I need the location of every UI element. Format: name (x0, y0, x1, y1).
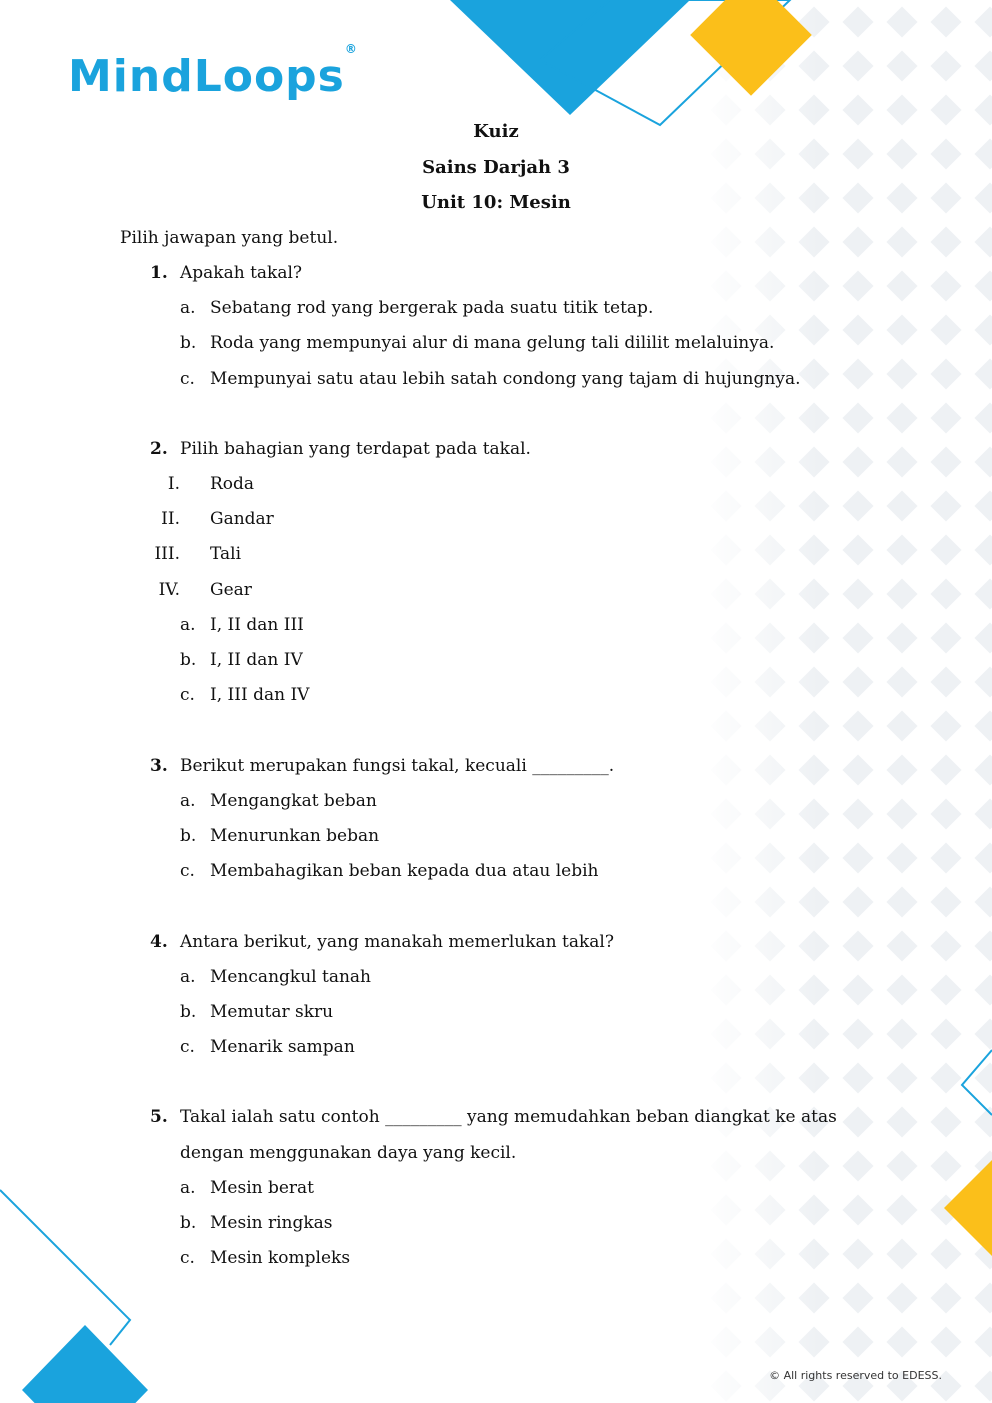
mindloops-logo (68, 42, 358, 102)
option-5a: a. Mesin berat (180, 1178, 315, 1198)
option-5c: c. Mesin kompleks (180, 1248, 351, 1268)
question-number: 2. (150, 439, 168, 459)
option-3a: a. Mengangkat beban (180, 791, 377, 811)
option-1a: a. Sebatang rod yang bergerak pada suatu titik tetap. (180, 298, 654, 318)
question-number: 1. (150, 263, 168, 283)
option-1b: b. Roda yang mempunyai alur di mana gelung tali dililit melaluinya. (180, 333, 775, 353)
option-4b: b. Memutar skru (180, 1002, 334, 1022)
option-2c: c. I, III dan IV (180, 685, 310, 705)
question-text: Pilih bahagian yang terdapat pada takal. (180, 439, 531, 459)
roman-item-3: III. Tali (154, 544, 242, 564)
roman-item-4: IV. Gear (158, 580, 252, 600)
question-5-text-cont: dengan menggunakan daya yang kecil. (180, 1143, 517, 1163)
question-text: Berikut merupakan fungsi takal, kecuali _________. (180, 756, 615, 776)
option-4a: a. Mencangkul tanah (180, 967, 371, 987)
question-number: 5. (150, 1107, 168, 1127)
option-5b: b. Mesin ringkas (180, 1213, 333, 1233)
question-text: Antara berikut, yang manakah memerlukan takal? (180, 932, 614, 952)
option-2b: b. I, II dan IV (180, 650, 303, 670)
option-3b: b. Menurunkan beban (180, 826, 380, 846)
roman-item-2: II. Gandar (161, 509, 274, 529)
logo-text: MindLoops (68, 51, 345, 102)
option-2a: a. I, II dan III (180, 615, 304, 635)
question-text: Apakah takal? (180, 263, 303, 283)
question-number: 3. (150, 756, 168, 776)
registered-mark: ® (344, 42, 358, 57)
option-3c: c. Membahagikan beban kepada dua atau lebih (180, 861, 599, 881)
unit-title: Unit 10: Mesin (421, 192, 571, 213)
subject-title: Sains Darjah 3 (422, 157, 570, 178)
quiz-title: Kuiz (473, 121, 519, 142)
roman-item-1: I. Roda (167, 474, 255, 494)
option-1c: c. Mempunyai satu atau lebih satah condong yang tajam di hujungnya. (180, 369, 801, 389)
option-4c: c. Menarik sampan (180, 1037, 355, 1057)
copyright-footer: © All rights reserved to EDESS. (769, 1369, 942, 1382)
question-text: Takal ialah satu contoh _________ yang memudahkan beban diangkat ke atas (180, 1107, 837, 1127)
question-number: 4. (150, 932, 168, 952)
instruction: Pilih jawapan yang betul. (120, 228, 339, 248)
